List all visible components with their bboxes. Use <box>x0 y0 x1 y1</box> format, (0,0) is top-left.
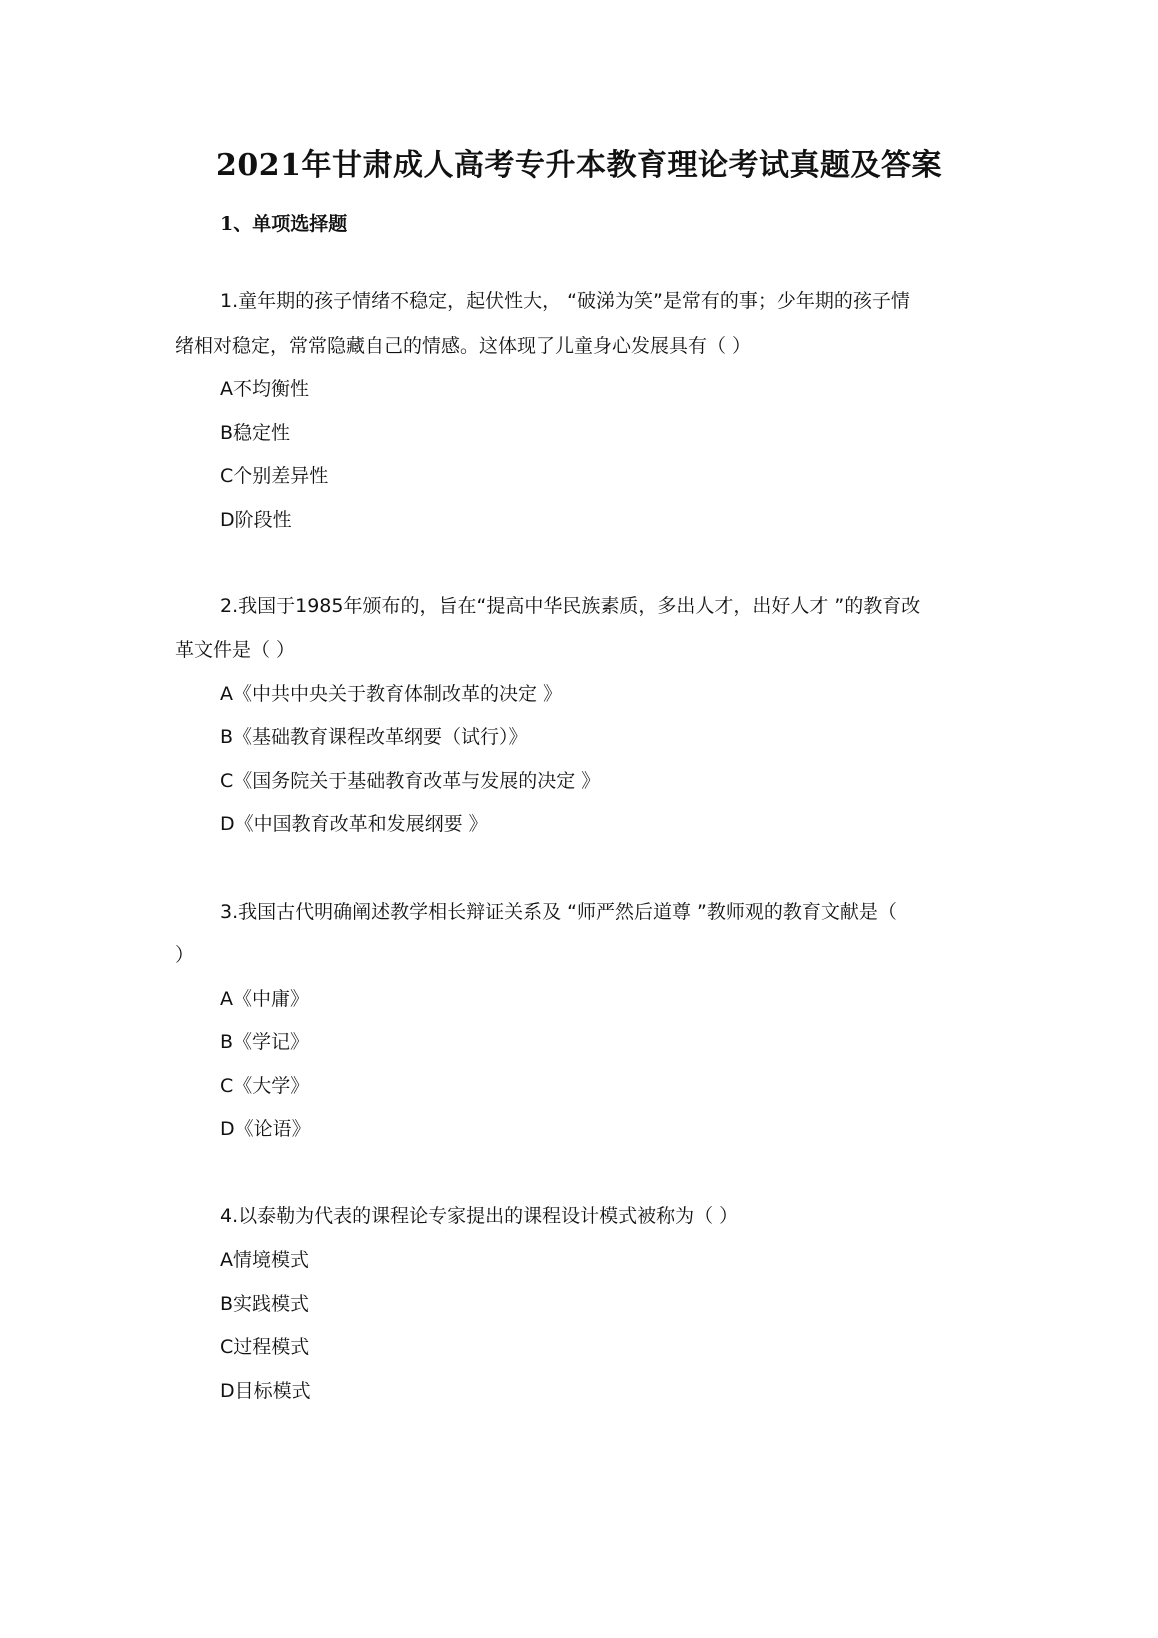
question-3-line-1: 3.我国古代明确阐述教学相长辩证关系及 “师严然后道尊 ”教师观的教育文献是（ <box>220 901 897 923</box>
question-3-option-b: B《学记》 <box>220 1031 310 1053</box>
document-title: 2021年甘肃成人高考专升本教育理论考试真题及答案 <box>216 148 942 183</box>
question-2-line-2: 革文件是（ ） <box>175 639 296 661</box>
question-1-option-d: D阶段性 <box>220 509 292 531</box>
question-2-option-b: B《基础教育课程改革纲要（试行）》 <box>220 726 528 748</box>
question-3-line-2: ） <box>175 944 195 966</box>
question-4-line-1: 4.以泰勒为代表的课程论专家提出的课程设计模式被称为（ ） <box>220 1205 739 1227</box>
question-1-option-c: C个别差异性 <box>220 465 329 487</box>
question-4-option-a: A情境模式 <box>220 1249 309 1271</box>
question-2-option-a: A《中共中央关于教育体制改革的决定 》 <box>220 683 563 705</box>
question-4-option-c: C过程模式 <box>220 1336 310 1358</box>
question-3-option-c: C《大学》 <box>220 1075 310 1097</box>
question-4-option-b: B实践模式 <box>220 1293 310 1315</box>
question-1-line-2: 绪相对稳定，常常隐藏自己的情感。这体现了儿童身心发展具有（ ） <box>175 335 752 357</box>
question-4-option-d: D目标模式 <box>220 1380 311 1402</box>
question-1-option-b: B稳定性 <box>220 422 291 444</box>
question-1-option-a: A不均衡性 <box>220 378 309 400</box>
question-2-option-d: D《中国教育改革和发展纲要 》 <box>220 813 488 835</box>
question-2-line-1: 2.我国于1985年颁布的，旨在“提高中华民族素质，多出人才，出好人才 ”的教育改 <box>220 595 921 617</box>
section-heading: 1、单项选择题 <box>220 213 348 235</box>
question-3-option-d: D《论语》 <box>220 1118 311 1140</box>
question-2-option-c: C《国务院关于基础教育改革与发展的决定 》 <box>220 770 601 792</box>
question-1-line-1: 1.童年期的孩子情绪不稳定，起伏性大， “破涕为笑”是常有的事；少年期的孩子情 <box>220 290 910 312</box>
question-3-option-a: A《中庸》 <box>220 988 309 1010</box>
